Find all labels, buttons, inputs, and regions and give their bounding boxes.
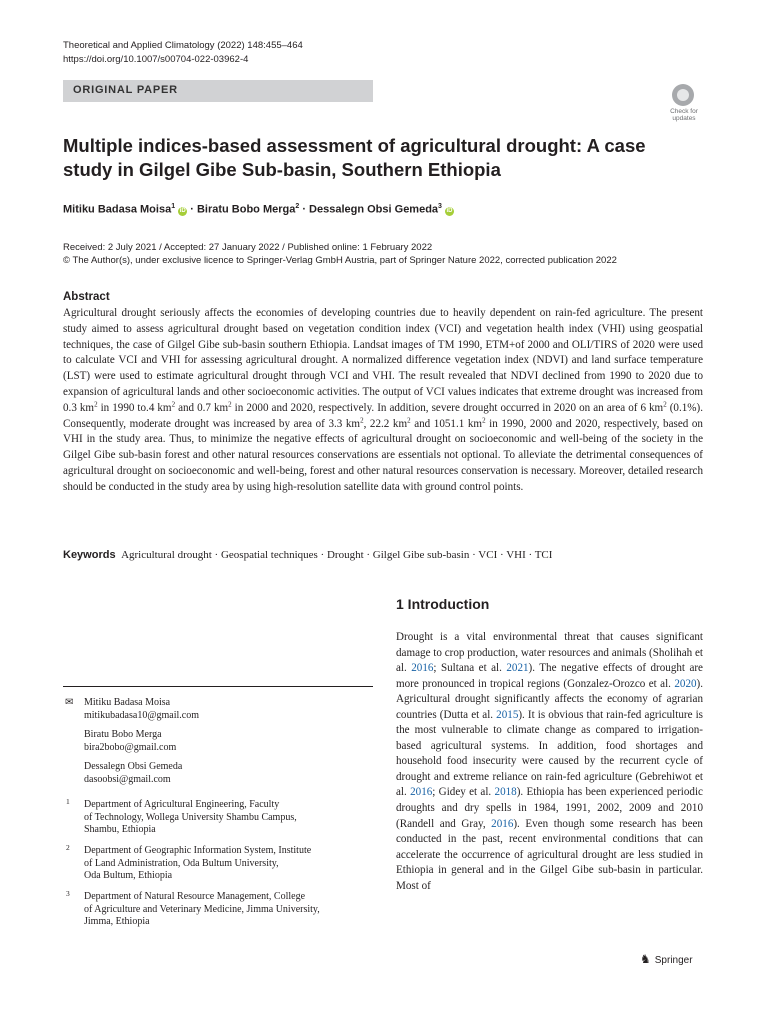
citation-link[interactable]: 2016 — [411, 662, 434, 675]
affiliation: Department of Agricultural Engineering, Faculty of Technology, Wollega University Shambu Campus, Shambu, Ethiopia — [84, 799, 297, 835]
article-type-label: ORIGINAL PAPER — [73, 84, 178, 96]
envelope-icon: ✉ — [65, 697, 74, 708]
check-for-updates-button[interactable] — [664, 84, 704, 126]
footnote-divider — [63, 686, 373, 687]
author-name[interactable]: Dessalegn Obsi Gemeda — [309, 203, 439, 216]
citation-link[interactable]: 2021 — [506, 662, 529, 675]
orcid-icon[interactable]: iD — [179, 207, 186, 214]
publication-dates — [63, 241, 617, 267]
contact-name: Mitiku Badasa Moisa — [84, 697, 171, 708]
dates-line: Received: 2 July 2021 / Accepted: 27 January 2022 / Published online: 1 February 2022 — [63, 242, 433, 253]
affiliation-number: 3 — [66, 889, 70, 898]
contact-email[interactable]: bira2bobo@gmail.com — [84, 741, 177, 753]
publisher-name: Springer — [654, 955, 693, 966]
copyright-line: © The Author(s), under exclusive licence to Springer-Verlag GmbH Austria, part of Springer Nature 2022, corrected publication 2022 — [63, 255, 617, 266]
keywords — [63, 549, 552, 561]
abstract-heading: Abstract — [63, 291, 110, 303]
affiliation: Department of Natural Resource Management, College of Agriculture and Veterinary Medicine, Jimma University, Jimma, Ethiopia — [84, 891, 320, 927]
citation-link[interactable]: 2016 — [410, 786, 433, 799]
check-label-2: updates — [672, 115, 696, 122]
affiliation: Department of Geographic Information System, Institute of Land Administration, Oda Bultum University, Oda Bultum, Ethiopia — [84, 845, 312, 881]
keywords-label: Keywords — [63, 549, 116, 561]
contact-email[interactable]: mitikubadasa10@gmail.com — [84, 709, 200, 721]
citation-link[interactable]: 2015 — [496, 708, 519, 721]
bookmark-icon — [672, 84, 694, 106]
author-sup: 3 — [438, 203, 442, 210]
contact-name: Biratu Bobo Merga — [84, 729, 162, 740]
paper-title: Multiple indices-based assessment of agricultural drought: A case study in Gilgel Gibe Sub-basin, Southern Ethiopia — [63, 135, 646, 180]
affiliation-number: 2 — [66, 843, 70, 852]
author-list: Mitiku Badasa Moisa$^1$ iD · Biratu Bobo Merga$^2$ · Dessalegn Obsi Gemeda$^3$ iD — [63, 203, 453, 216]
article-type-badge — [63, 80, 373, 102]
contact-name: Dessalegn Obsi Gemeda — [84, 761, 183, 772]
orcid-icon[interactable]: iD — [446, 207, 453, 214]
check-label-1: Check for — [670, 108, 698, 115]
doi-link[interactable]: https://doi.org/10.1007/s00704-022-03962-4 — [63, 54, 249, 65]
correspondence-block — [84, 697, 364, 786]
abstract-text: Agricultural drought seriously affects the economies of developing countries due to heavily dependent on rain-fed agriculture. The present study aimed to assess agricultural drought based on vegetation condition index (VCI) and vegetation health index (VHI) using geospatial techniques, the case of Gilgel Gibe sub-basin southern Ethiopia. Landsat images of TM 1990, ETM+of 2000 and OLI/TIRS of 2020 were used to calculate VCI and VHI for assessing agricultural drought. A normalized difference vegetation index (NDVI) and land surface temperature (LST) were used to estimate agricultural drought through VCI and VHI. The result revealed that NDVI declined from 1990 to 2020 due to expansion of agricultural lands and other socioeconomic activities. The output of VCI values indicates that extreme drought was increased from 0.3 $km^2$ in 1990 to.4 $km^2$ and 0.7 $km^2$ in 2000 and 2020, respectively. In addition, severe drought occurred in 2020 on an area of 6 $km^2$ (0.1%). Consequently, moderate drought was increased by area of 3.3 $km^2$, 22.2 $km^2$ and 1051.1 $km^2$ in 1990, 2000 and 2020, respectively, based on VHI in the study area. Thus, to minimize the negative effects of agricultural drought on socioeconomic and well-being of the society in the Gilgel Gibe sub-basin forest and other natural resources conservations are essentials not optional. To alleviate the detrimental consequences of agricultural drought on socioeconomic and well-being, forest and other natural resources conservation is necessary. Moreover, detailed research should be conducted in the study area by using high-resolution satellite data with ground control points. — [63, 307, 703, 493]
author-sup: 2 — [295, 203, 300, 210]
journal-line: Theoretical and Applied Climatology (2022) 148:455–464 — [63, 40, 303, 51]
introduction-text: Drought is a vital environmental threat that causes significant damage to crop production, water resources and animals (Sholihah et al. 2016; Sultana et al. 2021). The negative effects of drought are more pronounced in tropical regions (Gonzalez-Orozco et al. 2020). Agricultural drought significantly affects the economy of agrarian countries (Dutta et al. 2015). It is obvious that rain-fed agriculture is the most vulnerable to climate change as compared to irrigation-based agricultural systems. In addition, food shortages and household food insecurity were caused by the recurrent cycle of drought and extreme reliance on rain-fed agriculture (Gebrehiwot et al. 2016; Gidey et al. 2018). Ethiopia has been experienced periodic droughts and dry spells in 1984, 1991, 2002, 2009 and 2010 (Randell and Gray, 2016). Even though some research has been conducted in the past, recent environmental conditions that can accelerate the occurrence of agricultural drought are less studied in Ethiopia in general and in the Gilgel Gibe sub-basin in particular. Most of — [396, 631, 703, 892]
springer-horse-icon: ♞ — [640, 952, 651, 966]
author-name[interactable]: Mitiku Badasa Moisa — [63, 203, 172, 216]
citation-link[interactable]: 2018 — [494, 786, 517, 799]
citation-link[interactable]: 2020 — [674, 677, 697, 690]
contact-email[interactable]: dasoobsi@gmail.com — [84, 773, 171, 785]
publisher-logo — [640, 952, 693, 966]
affiliation-number: 1 — [66, 797, 70, 806]
author-sup: 1 — [171, 203, 176, 210]
section-heading: 1 Introduction — [396, 596, 490, 612]
citation-link[interactable]: 2016 — [491, 817, 514, 830]
author-name[interactable]: Biratu Bobo Merga — [196, 203, 296, 216]
keywords-list: Agricultural drought · Geospatial techniques · Drought · Gilgel Gibe sub-basin · VCI · VHI · TCI — [121, 549, 553, 561]
